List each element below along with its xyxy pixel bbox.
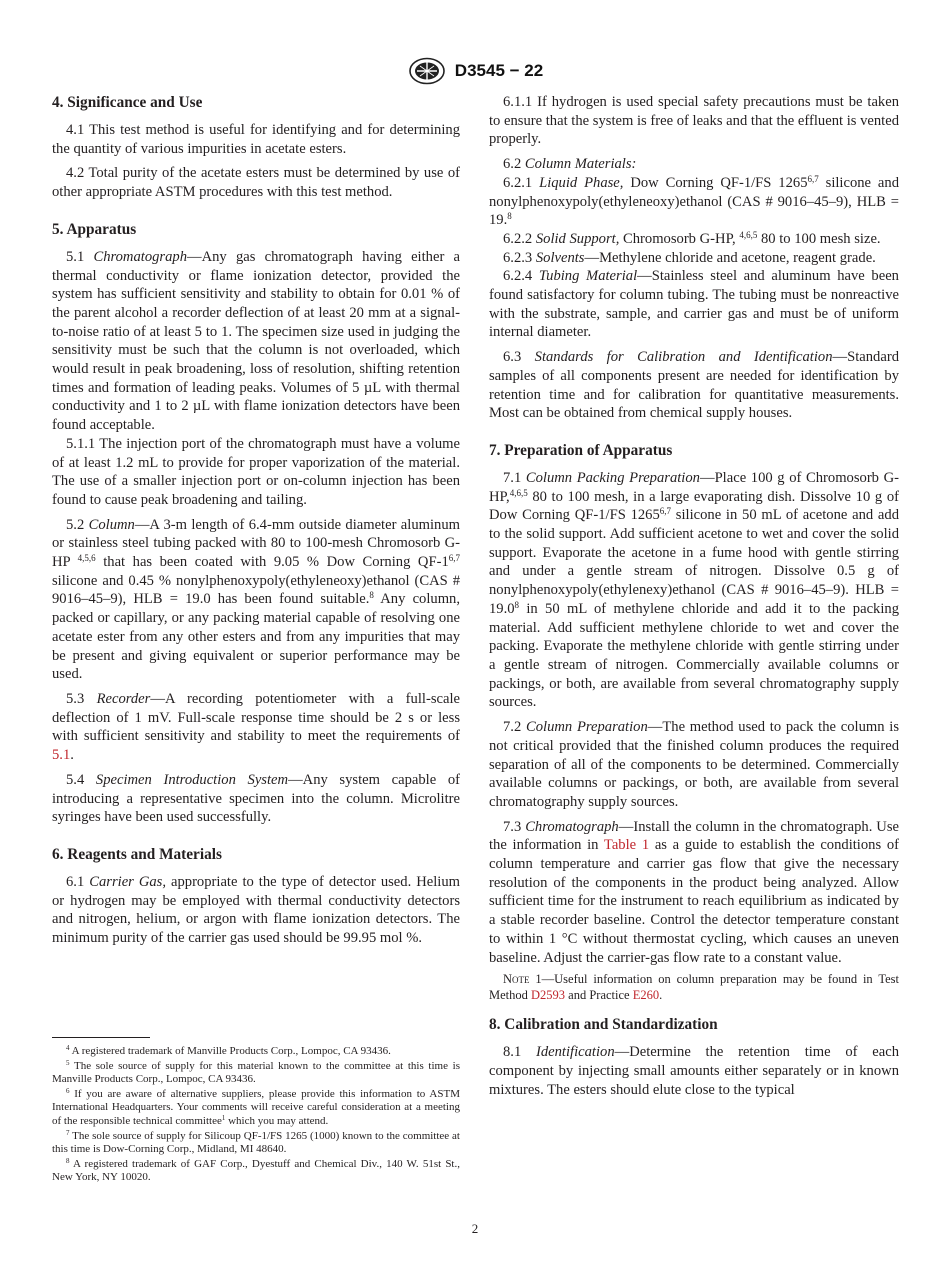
para-6-2-2: 6.2.2 Solid Support, Chromosorb G-HP, $^{4,6,5}$ 80 to 100 mesh size. xyxy=(503,229,881,247)
para-6-3: 6.3 Standards for Calibration and Identification—Standard samples of all components present are needed for identification by retention time and for calibration for quantitative measurements. Most can be obtained from chemical supply houses. xyxy=(489,349,899,422)
para-7-3: 7.3 Chromatograph—Install the column in the chromatograph. Use the information in Table 1 as a guide to establish the conditions of column temperature and carrier gas flow that give the necessary resolution of the components in the product being analyzed. Allow sufficient time for the instrument to reach equilibrium as indicated by a stable recorder baseline. Control the detector temperature constant to within 1 °C without thermostat cycling, which causes an uneven baseline. Adjust the carrier-gas flow rate to a constant value. xyxy=(489,818,899,966)
para-6-1-1: 6.1.1 If hydrogen is used special safety precautions must be taken to ensure that the system is free of leaks and that the effluent is vented properly. xyxy=(489,94,899,148)
footnote-5: $^5$ The sole source of supply for this material known to the committee at this time is Manville Products Corp., Lompoc, CA 93436. xyxy=(52,1058,460,1086)
para-7-2: 7.2 Column Preparation—The method used to pack the column is not critical provided that the finished column produces the required separation of all of the components to be determined. Commercially available columns or packings, or both, are available from several chromatography supply sources. xyxy=(489,719,899,810)
note-1: Note 1—Useful information on column preparation may be found in Test Method D2593 and Practice E260. xyxy=(489,972,899,1003)
right-column xyxy=(489,93,899,1105)
para-6-2-3: 6.2.3 Solvents—Methylene chloride and acetone, reagent grade. xyxy=(503,249,876,266)
footnote-6: $^6$ If you are aware of alternative suppliers, please provide this information to ASTM International Headquarters. Your comments will receive careful consideration at a meeting of the responsible technical committee$^1$ which you may attend. xyxy=(52,1086,460,1127)
section-6-heading: 6. Reagents and Materials xyxy=(52,845,222,863)
para-6-2-1: 6.2.1 Liquid Phase, Dow Corning QF-1/FS 1265$^{6,7}$ silicone and nonylphenoxypoly(ethyleneoxy)ethanol (CAS # 9016–45–9), HLB = 19.$^8$ xyxy=(489,173,900,229)
para-5-3: 5.3 Recorder—A recording potentiometer with a full-scale deflection of 1 mV. Full-scale response time should be 2 s or less with sufficient sensitivity and stability to meet the requirements of 5.1. xyxy=(52,690,460,764)
footnote-4: $^4$ A registered trademark of Manville Products Corp., Lompoc, CA 93436. xyxy=(66,1044,391,1057)
footnote-8: $^8$ A registered trademark of GAF Corp., Dyestuff and Chemical Div., 140 W. 51st St., New York, NY 10020. xyxy=(52,1156,460,1184)
para-5-2: 5.2 Column—A 3-m length of 6.4-mm outside diameter aluminum or stainless steel tubing packed with 80 to 100-mesh Chromosorb G-HP $^{4,5,6}$ that has been coated with 9.05 % Dow Corning QF-1$^{6,7}$ silicone and 0.45 % nonylphenoxypoly(ethyleneoxy)ethanol (CAS # 9016–45–9), HLB = 19.0 has been found suitable.$^8$ Any column, packed or capillary, or any packing material capable of resolving one acetate ester from any other esters and from any impurities that may be present and giving equivalent or superior performance may be used. xyxy=(52,516,460,683)
para-6-2: 6.2 Column Materials: xyxy=(503,156,637,173)
para-4-1: 4.1 This test method is useful for identifying and for determining the quantity of various impurities in acetate esters. xyxy=(52,122,460,157)
document-id: D3545 − 22 xyxy=(454,61,544,80)
link-table-1[interactable]: Table 1 xyxy=(603,837,650,854)
link-5-1[interactable]: 5.1 xyxy=(52,747,71,764)
link-e260[interactable]: E260 xyxy=(632,988,660,1003)
footnote-7: $^7$ The sole source of supply for Silicoup QF-1/FS 1265 (1000) known to the committee at this time is Dow-Corning Corp., Midland, MI 48640. xyxy=(52,1128,460,1156)
footnote-rule xyxy=(52,1037,150,1038)
para-6-2-4: 6.2.4 Tubing Material—Stainless steel and aluminum have been found satisfactory for column tubing. The tubing must be nonreactive with the substrate, sample, and carrier gas and must be of uniform internal diameter. xyxy=(489,268,899,341)
para-5-1: 5.1 Chromatograph—Any gas chromatograph having either a thermal conductivity or flame ionization detector, provided the system has sufficient sensitivity and stability to obtain for 0.01 % of the parent alcohol a recorder deflection of at least 20 mm at a signal-to-noise ratio of at least 5 to 1. The specimen size used in judging the sensitivity must be such that the column is not overloaded, which would result in peak broadening, loss of resolution, shifting retention times and formation of leading peaks. Volumes of 5 µL with thermal conductivity and 1 to 2 µL with flame ionization detectors have been found acceptable. xyxy=(52,248,460,434)
astm-logo-icon xyxy=(407,57,447,85)
section-7-heading: 7. Preparation of Apparatus xyxy=(489,441,673,459)
para-5-1-1: 5.1.1 The injection port of the chromatograph must have a volume of at least 1.2 mL to provide for proper vaporization of the material. The use of a smaller injection port or on-column injection has been found to cause peak broadening and tailing. xyxy=(52,435,460,508)
left-column xyxy=(52,93,460,954)
section-5-heading: 5. Apparatus xyxy=(52,220,137,238)
section-8-heading: 8. Calibration and Standardization xyxy=(489,1016,718,1034)
page-number: 2 xyxy=(471,1221,479,1236)
footnotes xyxy=(52,1045,460,1186)
section-4-heading: 4. Significance and Use xyxy=(52,94,203,111)
para-8-1: 8.1 Identification—Determine the retention time of each component by injecting small amounts either separately or in known mixtures. The esters should elute close to the typical xyxy=(489,1044,899,1098)
page-header xyxy=(0,56,950,86)
para-5-4: 5.4 Specimen Introduction System—Any system capable of introducing a representative specimen into the column. Microlitre syringes have been used successfully. xyxy=(52,771,460,826)
link-d2593[interactable]: D2593 xyxy=(531,988,566,1003)
para-6-1: 6.1 Carrier Gas, appropriate to the type of detector used. Helium or hydrogen may be employed with thermal conductivity detectors and nitrogen, helium, or argon with flame ionization detectors. The minimum purity of the carrier gas used should be 99.95 mol %. xyxy=(52,873,460,947)
para-7-1: 7.1 Column Packing Preparation—Place 100 g of Chromosorb G-HP,$^{4,6,5}$ 80 to 100 mesh, in a large evaporating dish. Dissolve 10 g of Dow Corning QF-1/FS 1265$^{6,7}$ silicone in 50 mL of acetone and add to the solid support. Add sufficient acetone to wet and cover the solid support. Evaporate the acetone in a fume hood with gentle stirring and under a gentle stream of nitrogen. Dissolve 0.5 g of nonylphenoxypoly(ethylenexy)ethanol (CAS # 9016–45–9). HLB = $19.0^8$ in 50 mL of methylene chloride and add it to the packing material. Add sufficient methylene chloride to wet and cover the packing. Evaporate the methylene chloride with gentle stirring under a gentle stream of nitrogen. Commercially available columns or packings, or both, are available from several chromatography supply sources. xyxy=(489,469,900,711)
para-4-2: 4.2 Total purity of the acetate esters must be determined by use of other appropriate ASTM procedures with this test method. xyxy=(52,165,460,201)
